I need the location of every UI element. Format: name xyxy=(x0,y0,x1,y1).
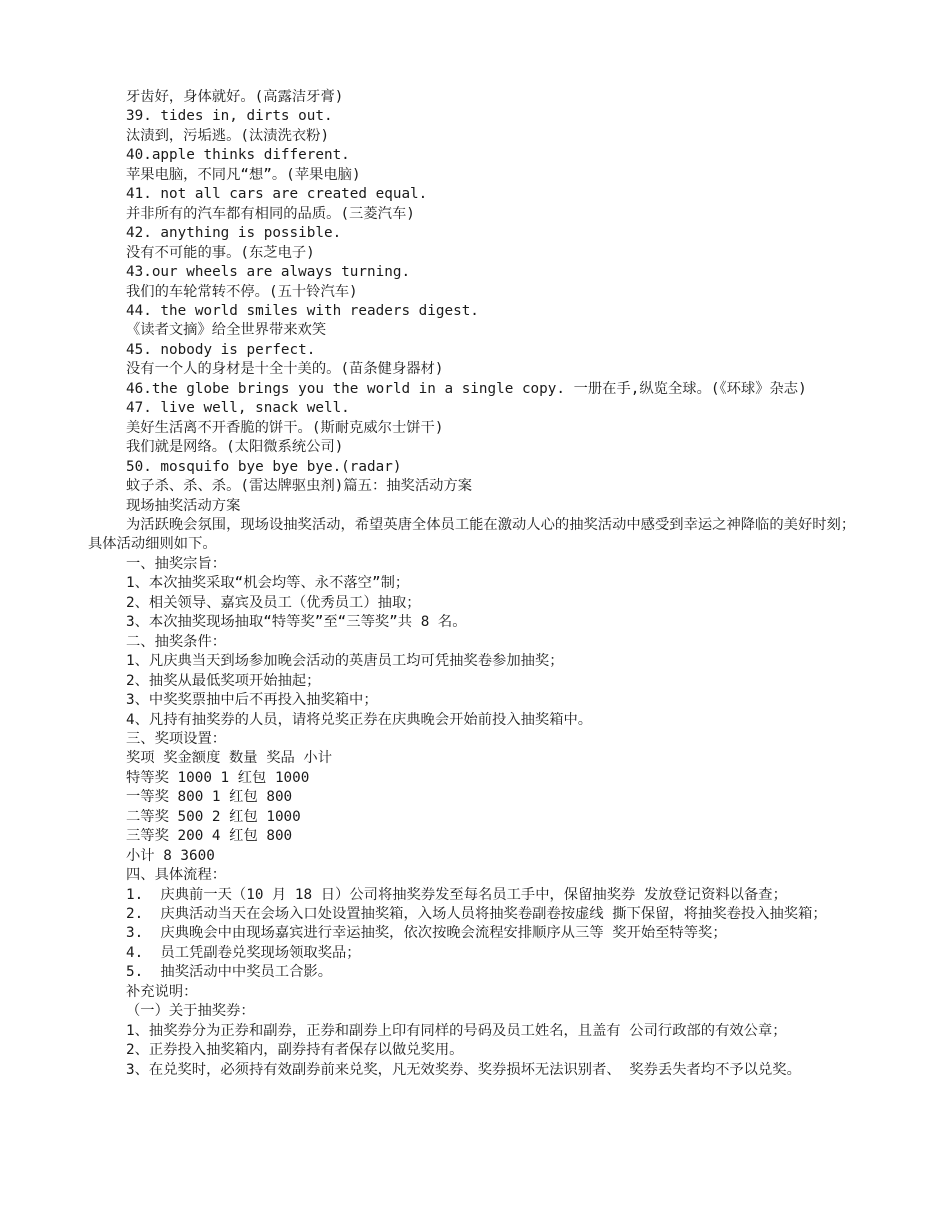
text-line: 现场抽奖活动方案 xyxy=(126,497,241,514)
text-line: 2、抽奖从最低奖项开始抽起； xyxy=(126,672,321,689)
text-line: 小计 8 3600 xyxy=(126,847,215,864)
text-line: 美好生活离不开香脆的饼干。(斯耐克威尔士饼干) xyxy=(126,419,444,436)
text-line: 41. not all cars are created equal. xyxy=(126,186,428,203)
text-line: 3. 庆典晚会中由现场嘉宾进行幸运抽奖，依次按晚会流程安排顺序从三等 奖开始至特等奖； xyxy=(126,925,727,942)
text-line: 3、在兑奖时，必须持有效副券前来兑奖，凡无效奖券、奖券损坏无法识别者、 奖券丢失者均不予以兑奖。 xyxy=(126,1061,801,1078)
text-line: 并非所有的汽车都有相同的品质。(三菱汽车) xyxy=(126,205,415,222)
text-line: 4. 员工凭副卷兑奖现场领取奖品； xyxy=(126,944,361,961)
text-line: 50. mosquifo bye bye bye.(radar) xyxy=(126,458,402,475)
text-line: 45. nobody is perfect. xyxy=(126,341,316,358)
text-line: 一、抽奖宗旨： xyxy=(126,555,227,572)
text-line: 3、本次抽奖现场抽取“特等奖”至“三等奖”共 8 名。 xyxy=(126,614,467,631)
text-line: 汰渍到，污垢逃。(汰渍洗衣粉) xyxy=(126,127,330,144)
text-line: 我们的车轮常转不停。(五十铃汽车) xyxy=(126,283,358,300)
text-line: 44. the world smiles with readers digest. xyxy=(126,302,479,319)
text-line: 1、凡庆典当天到场参加晚会活动的英唐员工均可凭抽奖卷参加抽奖； xyxy=(126,653,564,670)
text-line: 奖项 奖金额度 数量 奖品 小计 xyxy=(126,750,332,767)
text-line: 牙齿好，身体就好。(高露洁牙膏) xyxy=(126,89,344,105)
text-line: 没有不可能的事。(东芝电子) xyxy=(126,244,315,261)
text-line: 2. 庆典活动当天在会场入口处设置抽奖箱，入场人员将抽奖卷副卷按虚线 撕下保留，将抽奖卷投入抽奖箱； xyxy=(126,906,827,923)
text-line: 2、正券投入抽奖箱内，副券持有者保存以做兑奖用。 xyxy=(126,1042,464,1059)
text-line: （一）关于抽奖券： xyxy=(126,1003,255,1020)
text-line: 2、相关领导、嘉宾及员工（优秀员工）抽取； xyxy=(126,594,421,611)
text-line: 苹果电脑，不同凡“想”。(苹果电脑) xyxy=(126,166,361,183)
text-line: 《读者文摘》给全世界带来欢笑 xyxy=(126,322,327,339)
text-line: 特等奖 1000 1 红包 1000 xyxy=(126,769,310,786)
text-line: 二、抽奖条件： xyxy=(126,633,227,650)
text-line: 40.apple thinks different. xyxy=(126,147,350,164)
text-line: 43.our wheels are always turning. xyxy=(126,264,411,281)
text-line: 我们就是网络。(太阳微系统公司) xyxy=(126,439,344,456)
text-line: 没有一个人的身材是十全十美的。(苗条健身器材) xyxy=(126,361,444,378)
text-line: 为活跃晚会氛围，现场设抽奖活动，希望英唐全体员工能在激动人心的抽奖活动中感受到幸运之神降临的美好时刻；具体活动细则如下。 xyxy=(88,516,856,553)
text-line: 四、具体流程： xyxy=(126,867,227,884)
text-line: 1. 庆典前一天（10 月 18 日）公司将抽奖券发至每名员工手中，保留抽奖券 发放登记资料以备查； xyxy=(126,886,787,903)
text-line: 46.the globe brings you the world in a single copy. 一册在手,纵览全球。(《环球》杂志) xyxy=(126,380,807,397)
text-line: 补充说明： xyxy=(126,983,198,1000)
document-body xyxy=(88,88,862,1080)
text-line: 47. live well, snack well. xyxy=(126,400,350,417)
text-line: 二等奖 500 2 红包 1000 xyxy=(126,808,301,825)
text-line: 39. tides in, dirts out. xyxy=(126,108,333,125)
text-line: 三等奖 200 4 红包 800 xyxy=(126,828,293,845)
text-line: 一等奖 800 1 红包 800 xyxy=(126,789,293,806)
text-line: 4、凡持有抽奖券的人员，请将兑奖正券在庆典晚会开始前投入抽奖箱中。 xyxy=(126,711,593,728)
text-line: 蚊子杀、杀、杀。(雷达牌驱虫剂)篇五：抽奖活动方案 xyxy=(126,478,473,495)
text-line: 1、本次抽奖采取“机会均等、永不落空”制； xyxy=(126,575,410,592)
text-line: 三、奖项设置： xyxy=(126,730,227,747)
text-line: 1、抽奖券分为正券和副券，正券和副券上印有同样的号码及员工姓名，且盖有 公司行政部的有效公章； xyxy=(126,1022,787,1039)
text-line: 3、中奖奖票抽中后不再投入抽奖箱中； xyxy=(126,692,378,709)
text-line: 5. 抽奖活动中中奖员工合影。 xyxy=(126,964,332,981)
text-line: 42. anything is possible. xyxy=(126,225,342,242)
